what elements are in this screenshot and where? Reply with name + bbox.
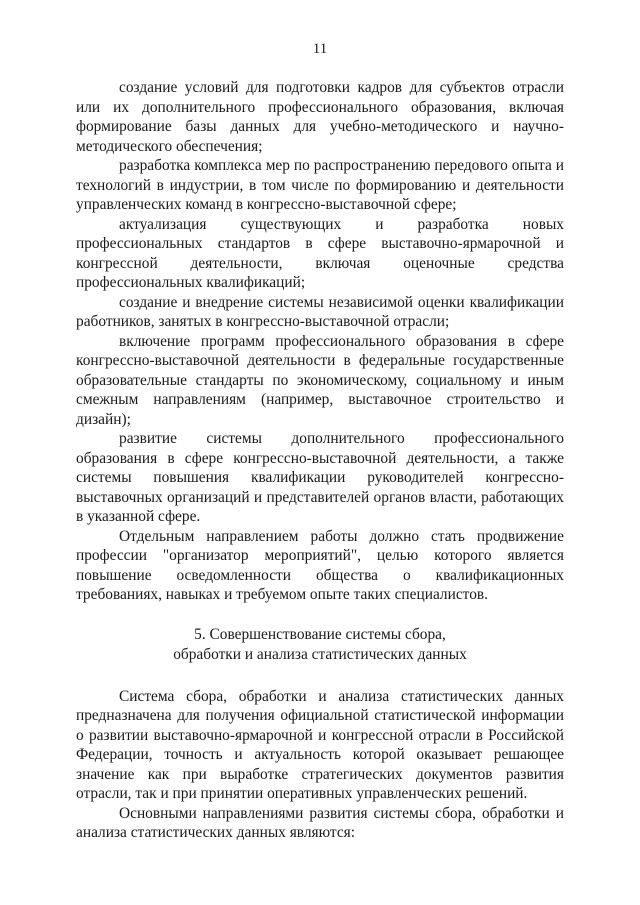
section-spacer [76, 665, 564, 687]
paragraph-professional-standards: актуализация существующих и разработка новых профессиональных стандартов в сфере выставочно-ярмарочной и конгрессной деятельности, включая оценочные средства профессиональных квалификаций; [76, 215, 564, 291]
paragraph-best-practices: разработка комплекса мер по распространению передового опыта и технологий в индустрии, в том числе по формированию и деятельности управленческих команд в конгрессно-выставочной сфере; [76, 157, 564, 213]
paragraph-training-conditions: создание условий для подготовки кадров для субъектов отрасли или их дополнительного профессионального образования, включая формирование базы данных для учебно-методического и научно-методического обеспечения; [76, 79, 564, 155]
page-content [76, 78, 564, 843]
paragraph-additional-education: развитие системы дополнительного профессионального образования в сфере конгрессно-выставочной деятельности, а также системы повышения квалификации руководителей конгрессно-выставочных организаций и представителей органов власти, работающих в указанной сфере. [76, 430, 564, 525]
paragraph-qualification-assessment: создание и внедрение системы независимой оценки квалификации работников, занятых в конгрессно-выставочной отрасли; [76, 293, 564, 330]
section-heading-line-2: обработки и анализа статистических данных [173, 645, 467, 663]
paragraph-statistics-system: Система сбора, обработки и анализа статистических данных предназначена для получения официальной статистической информации о развитии выставочно-ярмарочной и конгрессной отрасли в Российской Федерации, точность и актуальность которой оказывает решающее значение как при выработке стратегических документов развития отрасли, так и при принятии оперативных управленческих решений. [76, 687, 564, 802]
paragraph-main-directions: Основными направлениями развития системы сбора, обработки и анализа статистических данных являются: [76, 804, 564, 841]
paragraph-education-programs: включение программ профессионального образования в сфере конгрессно-выставочной деятельности в федеральные государственные образовательные стандарты по экономическому, социальному и иным смежным направлениям (например, выставочное строительство и дизайн); [76, 332, 564, 428]
section-heading [76, 625, 564, 665]
section-heading-line-1: 5. Совершенствование системы сбора, [194, 625, 446, 643]
paragraph-event-organizer-profession: Отдельным направлением работы должно стать продвижение профессии "организатор мероприятий", целью которого является повышение осведомленности общества о квалификационных требованиях, навыках и требуемом опыте таких специалистов. [76, 527, 564, 603]
page-number: 11 [312, 41, 328, 57]
